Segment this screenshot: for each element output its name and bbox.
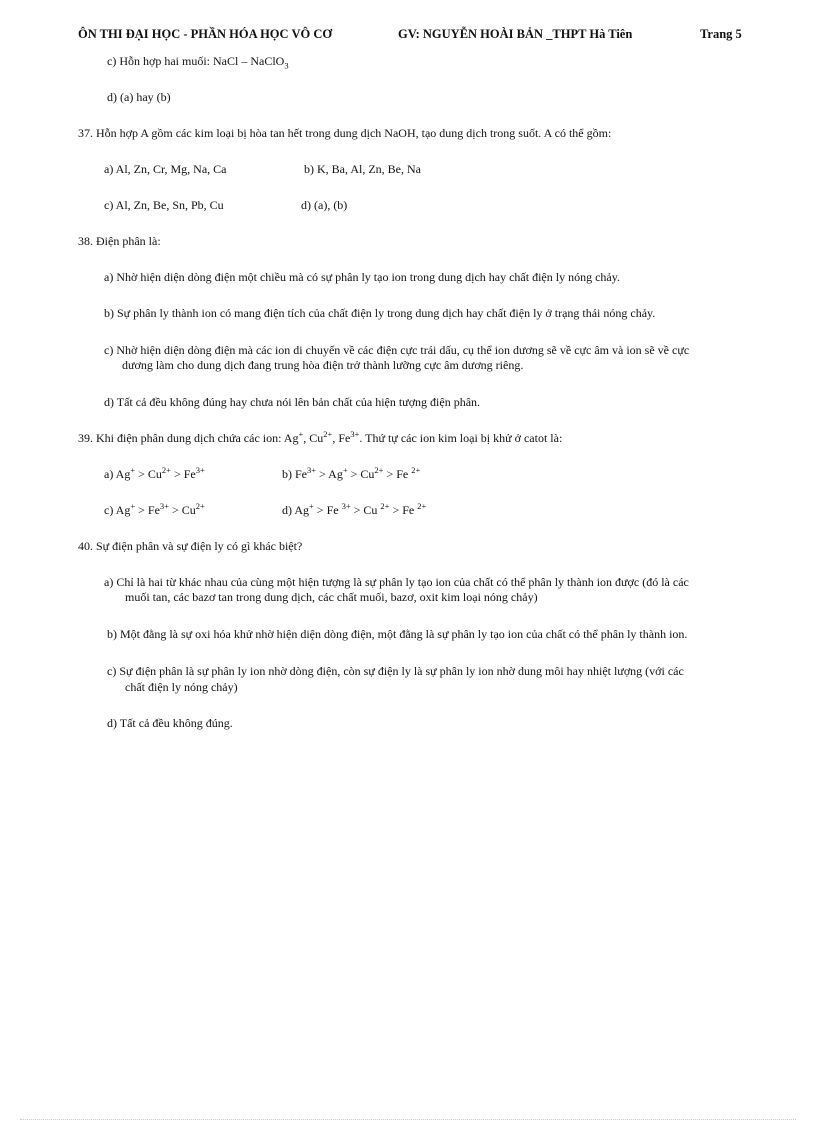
formula-charge: 2+: [161, 465, 171, 475]
q38-option-c-line1: c) Nhờ hiện diện dòng điện mà các ion di chuyển về các điện cực trái dấu, cụ thể ion dương sẽ về cực âm và ion sẽ về cực: [104, 343, 690, 357]
q40-option-c-line2: chất điện ly nóng chảy): [125, 680, 238, 694]
q39-option-b: [282, 467, 420, 482]
q39-stem: [78, 431, 562, 446]
q38-option-a: a) Nhờ hiện diện dòng điện một chiều mà có sự phân ly tạo ion trong dung dịch hay chất điện ly nóng chảy.: [104, 270, 620, 284]
q40-option-a-line2: muối tan, các bazơ tan trong dung dịch, các chất muối, bazơ, oxit kim loại nóng chảy): [125, 590, 538, 604]
formula-text: , Fe: [332, 431, 351, 445]
formula-charge: +: [298, 429, 304, 439]
formula-text: Ag: [328, 467, 343, 481]
formula-text: >: [389, 503, 403, 517]
q36-option-c: [107, 54, 289, 69]
formula-charge: 2+: [195, 501, 205, 511]
formula-text: Cu: [360, 467, 375, 481]
formula-charge: +: [130, 465, 136, 475]
formula-text: >: [383, 467, 397, 481]
q38-option-c-line2: dương làm cho dung dịch đang trung hòa điện trở thành lưỡng cực âm dương riêng.: [122, 358, 524, 372]
formula-charge: 3+: [341, 501, 351, 511]
header-course-title: ÔN THI ĐẠI HỌC - PHẦN HÓA HỌC VÔ CƠ: [78, 27, 333, 41]
formula-text: b) Fe: [282, 467, 307, 481]
formula-charge: 3+: [195, 465, 205, 475]
formula-text: >: [135, 467, 148, 481]
q36-option-d: d) (a) hay (b): [107, 90, 171, 104]
formula-text: >: [313, 503, 327, 517]
formula-text: Fe: [183, 467, 196, 481]
formula-text: >: [135, 503, 148, 517]
q37-option-c: c) Al, Zn, Be, Sn, Pb, Cu: [104, 198, 224, 212]
q38-stem: 38. Điện phân là:: [78, 234, 161, 248]
formula-text: Fe: [147, 503, 160, 517]
formula-charge: 3: [284, 60, 289, 71]
formula-text: >: [350, 503, 364, 517]
q40-option-a-line1: a) Chỉ là hai từ khác nhau của cùng một hiện tượng là sự phân ly tạo ion của chất có thể phân ly thành ion được (đó là các: [104, 575, 689, 589]
formula-charge: 3+: [350, 429, 360, 439]
formula-charge: +: [130, 501, 136, 511]
formula-text: , Cu: [303, 431, 324, 445]
formula-charge: 2+: [374, 465, 384, 475]
q39-option-a: [104, 467, 205, 482]
formula-charge: 2+: [417, 501, 427, 511]
q40-option-d: d) Tất cả đều không đúng.: [107, 716, 233, 730]
formula-text: c) Ag: [104, 503, 131, 517]
q40-option-c-line1: c) Sự điện phân là sự phân ly ion nhờ dòng điện, còn sự điện ly là sự phân ly ion nhờ dung môi hay nhiệt lượng (với các: [107, 664, 684, 678]
q37-option-b: b) K, Ba, Al, Zn, Be, Na: [304, 162, 421, 176]
formula-text: >: [170, 467, 184, 481]
q39-option-d: [282, 503, 426, 518]
q40-option-b: b) Một đằng là sự oxi hóa khử nhờ hiện diện dòng điện, một đằng là sự phân ly tạo ion của chất có thể phân ly thành ion.: [107, 627, 688, 641]
q38-option-d: d) Tất cả đều không đúng hay chưa nói lên bản chất của hiện tượng điện phân.: [104, 395, 481, 409]
page-header: [78, 27, 756, 43]
q38-option-b: b) Sự phân ly thành ion có mang điện tích của chất điện ly trong dung dịch hay chất điện ly ở trạng thái nóng chảy.: [104, 306, 656, 320]
formula-charge: +: [309, 501, 314, 511]
q37-option-d: d) (a), (b): [301, 198, 348, 212]
formula-charge: +: [342, 465, 348, 475]
formula-text: c) Hỗn hợp hai muối: NaCl – NaClO: [107, 54, 285, 68]
formula-text: d) Ag: [282, 503, 309, 517]
formula-charge: 2+: [323, 429, 333, 439]
formula-text: >: [168, 503, 182, 517]
q37-stem: 37. Hỗn hợp A gồm các kim loại bị hòa tan hết trong dung dịch NaOH, tạo dung dịch trong suốt. A có thể gồm:: [78, 126, 612, 140]
page-bottom-divider: [20, 1119, 796, 1120]
formula-charge: 3+: [159, 501, 169, 511]
formula-text: Cu: [147, 467, 162, 481]
formula-text: >: [316, 467, 329, 481]
formula-text: >: [347, 467, 361, 481]
formula-text: a) Ag: [104, 467, 131, 481]
q39-option-c: [104, 503, 205, 518]
header-teacher: GV: NGUYỄN HOÀI BẢN _THPT Hà Tiên: [398, 27, 633, 41]
formula-charge: 2+: [380, 501, 390, 511]
q37-option-a: a) Al, Zn, Cr, Mg, Na, Ca: [104, 162, 227, 176]
formula-text: 39. Khi điện phân dung dịch chứa các ion: Ag: [78, 431, 299, 445]
formula-text: Fe: [402, 503, 415, 517]
formula-text: . Thứ tự các ion kim loại bị khử ở catot là:: [359, 431, 563, 445]
header-page-number: Trang 5: [700, 27, 742, 41]
q40-stem: 40. Sự điện phân và sự điện ly có gì khác biệt?: [78, 539, 303, 553]
formula-charge: 2+: [411, 465, 421, 475]
formula-charge: 3+: [307, 465, 317, 475]
formula-text: Cu: [363, 503, 378, 517]
formula-text: Fe: [326, 503, 339, 517]
formula-text: Fe: [396, 467, 409, 481]
formula-text: Cu: [181, 503, 196, 517]
